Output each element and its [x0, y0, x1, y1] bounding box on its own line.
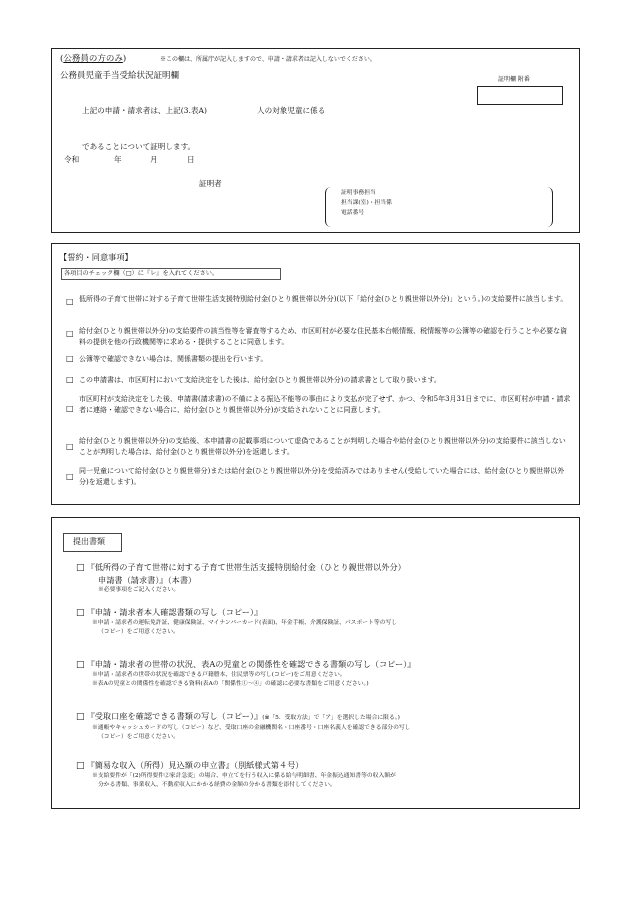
- pledge-section: [51, 243, 580, 505]
- doc-4-suffix: (※「5．受取方法」で「ア」を選択した場合に限る。): [262, 715, 400, 721]
- official-only-tag: (公務員の方のみ): [60, 54, 127, 64]
- submit-doc-1: [76, 561, 406, 595]
- doc-1-line-1: 『低所得の子育て世帯に対する子育て世帯生活支援特別給付金（ひとり親世帯以外分）: [86, 562, 406, 572]
- pledge-item-5: 市区町村が支給決定をした後、申請書(請求書)の不備による振込不能等の事由により支払が完了せず、かつ、令和5年3月31日までに、市区町村が申請・請求者に連絡・確認できない場合に、給付金(ひとり親世帯以外分)が支給されないことに同意します。: [79, 395, 571, 414]
- submit-doc-3: [76, 658, 416, 689]
- doc-2-note-2: （コピー）をご用意ください。: [98, 629, 179, 635]
- doc-checkbox-1[interactable]: □: [76, 563, 85, 573]
- pledge-item-6: 給付金(ひとり親世帯以外分)の支給後、本申請書の記載事項について虚偽であることが判明した場合や給付金(ひとり親世帯以外分)の支給要件に該当しないことが判明した場合は、給付金(ひとり親世帯以外分)を返還します。: [79, 437, 566, 456]
- doc-5-note-1: ※支給要件が「(2)所得要件②家計急変」の場合、申立てを行う収入に係る給与明細書、年金振込通知書等の収入額が: [92, 773, 396, 779]
- year-label: 年: [114, 155, 122, 164]
- doc-2-line-1: 『申請・請求者本人確認書類の写し（コピー）』: [86, 607, 263, 617]
- pledge-checkbox-3[interactable]: □: [66, 354, 74, 363]
- cert-number-label: 証明欄 附番: [498, 76, 530, 83]
- pledge-checkbox-5[interactable]: □: [66, 404, 74, 413]
- doc-1-note-1: ※必要事項をご記入ください。: [98, 587, 180, 593]
- pledge-item-4: この申請書は、市区町村において支給決定をした後は、給付金(ひとり親世帯以外分)の請求書として取り扱います。: [79, 376, 441, 384]
- pledge-item-1: 低所得の子育て世帯に対する子育て世帯生活支援特別給付金(ひとり親世帯以外分)(以下「給付金(ひとり親世帯以外分)」という。)の支給要件に該当します。: [79, 295, 568, 303]
- pledge-instruction: 各項目のチェック欄（□）に『レ』を入れてください。: [64, 270, 219, 277]
- doc-checkbox-4[interactable]: □: [76, 712, 85, 722]
- doc-checkbox-2[interactable]: □: [76, 608, 85, 618]
- official-note: ※この欄は、所属庁が記入しますので、申請・請求者は記入しないでください。: [160, 56, 376, 63]
- submit-title-box: [63, 533, 122, 552]
- cert-line1-a: 上記の申請・請求者は、上記(3.表A): [82, 106, 207, 115]
- day-label: 日: [187, 155, 195, 164]
- doc-3-line-1: 『申請・請求者の世帯の状況、表Aの児童との関係性を確認できる書類の写し（コピー）』: [86, 659, 416, 669]
- pledge-checkbox-2[interactable]: □: [66, 329, 74, 338]
- pledge-checkbox-7[interactable]: □: [66, 472, 74, 481]
- official-only-tag-text: 公務員の方のみ: [63, 54, 123, 64]
- doc-checkbox-3[interactable]: □: [76, 660, 85, 670]
- pledge-title: 【誓約・同意事項】: [59, 252, 133, 262]
- pledge-checkbox-4[interactable]: □: [66, 375, 74, 384]
- doc-1-line-2: 申請書（請求書）』（本書）: [98, 575, 197, 585]
- pledge-item-7: 同一児童について給付金(ひとり親世帯分)または給付金(ひとり親世帯以外分)を受給済みではありません(受給していた場合には、給付金(ひとり親世帯以外分)を返還します)。: [79, 467, 565, 486]
- pledge-checkbox-1[interactable]: □: [66, 297, 74, 306]
- official-section: [51, 48, 580, 233]
- doc-checkbox-5[interactable]: □: [76, 761, 85, 771]
- pledge-checkbox-6[interactable]: □: [66, 442, 74, 451]
- contact-line-1: 証明事務担当: [341, 190, 376, 196]
- doc-3-note-2: ※表Aの児童との関係性を確認できる資料(表Aの「関係性①～④」の確認に必要な書類をご用意ください。): [92, 681, 369, 687]
- submit-doc-2: [76, 606, 397, 637]
- era-label: 令和: [64, 155, 80, 164]
- contact-line-2: 担当課(室)・担当係: [341, 200, 392, 206]
- submit-documents-section: [51, 517, 580, 809]
- cert-line1-b: 人の対象児童に係る: [257, 106, 326, 115]
- submit-doc-4: [76, 710, 410, 742]
- pledge-instruction-box: [61, 268, 281, 280]
- doc-5-note-2: 分かる書類、事業収入、不動産収入にかかる経費の金額の分かる書類を添付してください。: [98, 782, 336, 788]
- contact-line-3: 電話番号: [341, 210, 365, 216]
- pledge-item-3: 公簿等で確認できない場合は、関係書類の提出を行います。: [79, 355, 268, 363]
- doc-5-line-1: 『簡易な収入（所得）見込額の申立書』（別紙様式第４号）: [86, 760, 304, 770]
- pledge-item-2: 給付金(ひとり親世帯以外分)の支給要件の該当性等を審査等するため、市区町村が必要な住民基本台帳情報、税情報等の公簿等の確認を行うことや必要な資料の提供を他の行政機関等に求める・提供することに同意します。: [79, 327, 568, 346]
- month-label: 月: [150, 155, 158, 164]
- cert-number-box[interactable]: [477, 86, 563, 105]
- doc-4-note-2: （コピー）をご用意ください。: [98, 734, 179, 740]
- cert-line2: であることについて証明します。: [82, 142, 196, 151]
- doc-4-note-1: ※通帳やキャッシュカードの写し（コピー）など、受取口座の金融機関名・口座番号・口座名義人を確認できる部分の写し: [92, 725, 411, 731]
- submit-title: 提出書類: [73, 537, 105, 546]
- doc-4-line-1: 『受取口座を確認できる書類の写し（コピー）』: [86, 711, 263, 721]
- doc-2-note-1: ※申請・請求者の運転免許証、健康保険証、マイナンバーカード(表面)、年金手帳、介護保険証、パスポート等の写し: [92, 620, 398, 626]
- certifier-label: 証明者: [199, 179, 222, 188]
- submit-doc-5: [76, 759, 396, 790]
- doc-3-note-1: ※申請・請求者の世帯の状況を確認できる戸籍謄本、住民票等の写し(コピー)をご用意ください。: [92, 672, 346, 678]
- official-title: 公務員児童手当受給状況証明欄: [60, 71, 180, 81]
